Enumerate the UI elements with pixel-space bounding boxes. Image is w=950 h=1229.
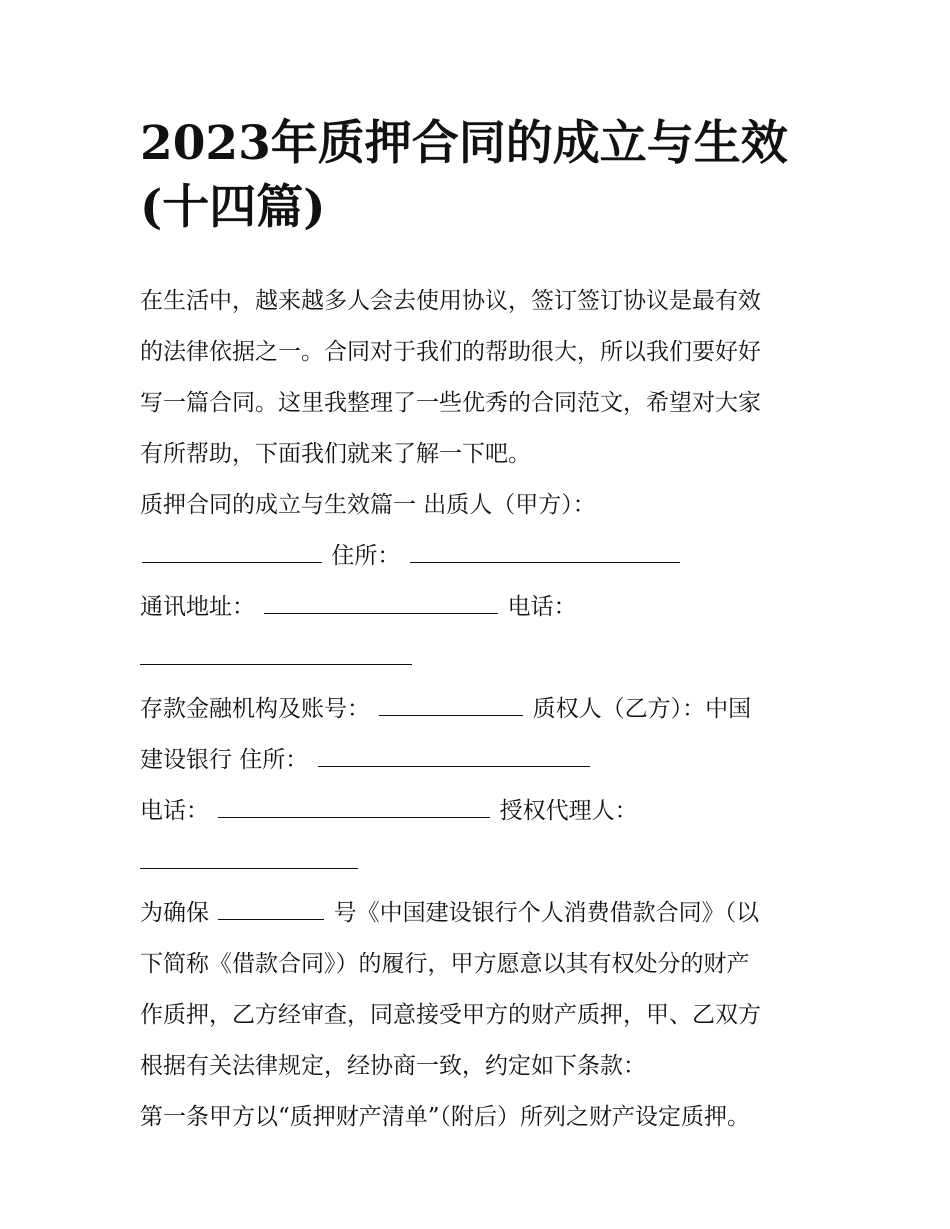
article-one: 第一条甲方以“质押财产清单”（附后）所列之财产设定质押。 (140, 1104, 751, 1130)
document-body (140, 276, 830, 1143)
pledgee-phone-blank (218, 801, 490, 818)
intro-line-1: 在生活中，越来越多人会去使用协议，签订签订协议是最有效 (140, 288, 761, 314)
contact-line (140, 582, 830, 633)
bank-account-line (140, 684, 830, 735)
intro-line-2: 的法律依据之一。合同对于我们的帮助很大，所以我们要好好 (140, 339, 761, 365)
contract-ref-line (140, 888, 830, 939)
contract-ref-before: 为确保 (140, 900, 209, 926)
contract-ref-after: 号《中国建设银行个人消费借款合同》（以 (333, 900, 760, 926)
body-line-16: 根据有关法律规定，经协商一致，约定如下条款： (140, 1053, 646, 1079)
document-title (140, 112, 830, 240)
section-heading-pledgor: 质押合同的成立与生效篇一 出质人（甲方）： (140, 492, 596, 518)
pledgor-name-blank (142, 546, 322, 563)
title-line-2: (十四篇) (140, 180, 326, 235)
title-line-1: 2023年质押合同的成立与生效 (140, 116, 788, 171)
phone-blank-line (140, 633, 830, 684)
intro-line-3: 写一篇合同。这里我整理了一些优秀的合同范文，希望对大家 (140, 390, 761, 416)
body-line-14: 下简称《借款合同》）的履行，甲方愿意以其有权处分的财产 (140, 951, 750, 977)
phone-label: 电话： (507, 594, 577, 620)
pledgee-phone-label: 电话： (140, 798, 209, 824)
pledgor-address-blank (410, 546, 680, 563)
bank-account-blank (379, 699, 523, 716)
address-label: 住所： (331, 543, 401, 569)
contract-number-blank (218, 903, 324, 920)
mailing-address-label: 通讯地址： (140, 594, 255, 620)
pledgee-phone-line (140, 786, 830, 837)
pledgee-label: 质权人（乙方）：中国 (532, 696, 752, 722)
bank-account-label: 存款金融机构及账号： (140, 696, 370, 722)
agent-blank-line (140, 837, 830, 888)
body-line-15: 作质押，乙方经审查，同意接受甲方的财产质押，甲、乙双方 (140, 1002, 761, 1028)
pledgee-address-line (140, 735, 830, 786)
mailing-address-blank (264, 597, 498, 614)
pledgor-phone-blank (140, 648, 412, 665)
pledgee-address-blank (318, 750, 590, 767)
agent-blank (140, 852, 358, 869)
pledgee-address-label: 建设银行 住所： (140, 747, 309, 773)
intro-line-4: 有所帮助，下面我们就来了解一下吧。 (140, 441, 531, 467)
pledgor-address-line (140, 531, 830, 582)
agent-label: 授权代理人： (499, 798, 638, 824)
